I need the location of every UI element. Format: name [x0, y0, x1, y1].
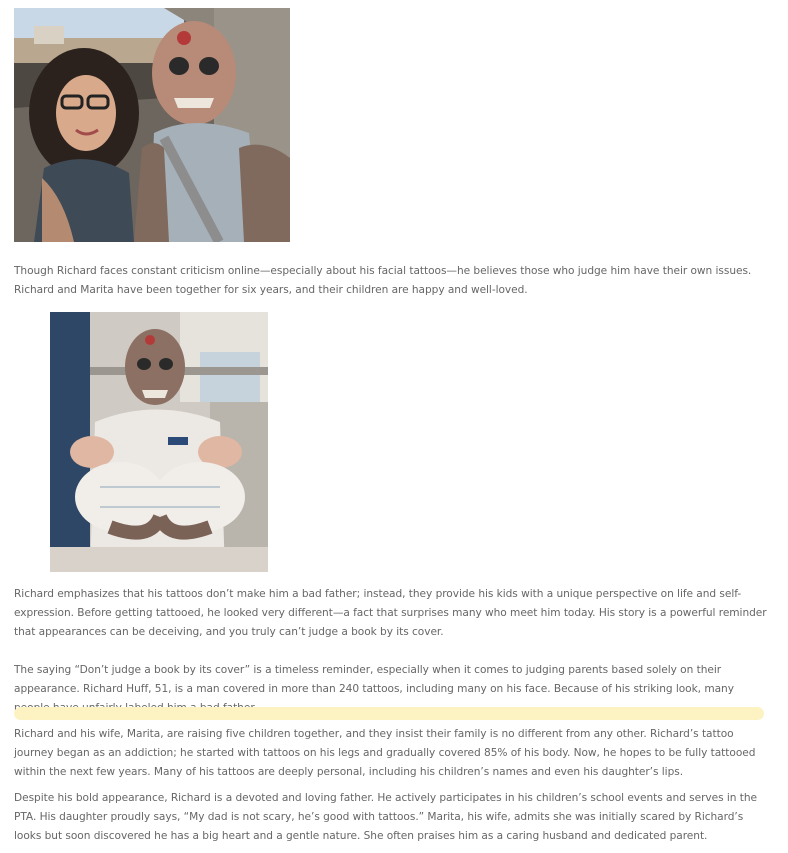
paragraph-not-bad-father: Richard emphasizes that his tattoos don’t make him a bad father; instead, they provide his kids with a unique perspective on life and self-expression. Before getting tattooed, he looked very different—a fact that surprises many who meet him today. His story is a powerful reminder that appearances can be deceiving, and you truly can’t judge a book by its cover. — [14, 588, 767, 638]
paragraph-criticism: Though Richard faces constant criticism online—especially about his facial tattoos—he believes those who judge him have their own issues. Richard and Marita have been together for six years, and their children are happy and well-loved. — [14, 265, 752, 296]
car-selfie-photo — [14, 8, 290, 242]
paragraph-family: Richard and his wife, Marita, are raising five children together, and they insist their family is no different from any other. Richard’s tattoo journey began as an addiction; he started with tattoos on his legs and gradually covered 85% of his body. Now, he hopes to be fully tattooed within the next few years. Many of his tattoos are deeply personal, including his children’s names and even his daughter’s lips. — [14, 728, 756, 778]
paragraph-book-cover: The saying “Don’t judge a book by its cover” is a timeless reminder, especially when it comes to judging parents based solely on their appearance. Richard Huff, 51, is a man covered in more than 240 tattoos, including many on his face. Because of his striking look, many — [14, 664, 734, 695]
highlight-bar — [14, 707, 764, 720]
paragraph-devoted-father: Despite his bold appearance, Richard is a devoted and loving father. He actively participates in his children’s school events and serves in the PTA. His daughter proudly says, “My dad is not scary, he’s good with tattoos.” Marita, his wife, admits she was initially scared by Richard’s looks but soon discovered he has a big heart and a gentle nature. She often praises him as a caring husband and dedicated parent. — [14, 792, 757, 842]
hospital-twins-photo — [50, 312, 268, 572]
